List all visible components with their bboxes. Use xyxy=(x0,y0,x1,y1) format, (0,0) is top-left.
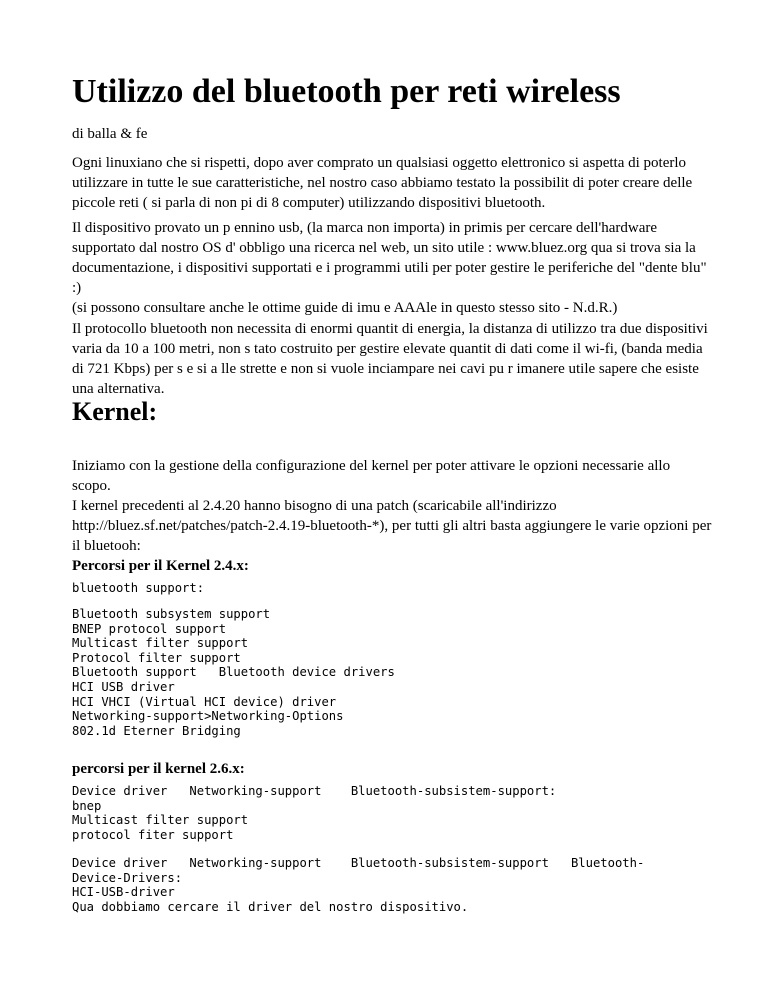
section-kernel-24-heading: Percorsi per il Kernel 2.4.x: xyxy=(72,558,249,574)
section-kernel-26-heading: percorsi per il kernel 2.6.x: xyxy=(72,761,245,777)
document-title: Utilizzo del bluetooth per reti wireless xyxy=(72,73,621,110)
byline: di balla & fe xyxy=(72,126,148,142)
code-kernel-26-bnep: Device driver Networking-support Bluetooth-subsistem-support: bnep Multicast filter support protocol fiter support xyxy=(72,784,557,842)
intro-paragraph-2: Il dispositivo provato un p ennino usb, (la marca non importa) in primis per cercare dell'hardware supportato dal nostro OS d' obbligo una ricerca nel web, un sito utile : www.bluez.org qua si trova sia la documentazione, i dispositivi supportati e i programmi utili per poter gestire le periferiche del "dente blu" :) (si possono consultare anche le ottime guide di imu e AAAle in questo stesso sito - N.d.R.) xyxy=(72,220,707,316)
kernel-paragraph: Iniziamo con la gestione della configurazione del kernel per poter attivare le opzioni necessarie allo scopo. I kernel precedenti al 2.4.20 hanno bisogno di una patch (scaricabile all'indirizzo http://bluez.sf.net/patches/patch-2.4.19-bluetooth-*), per tutti gli altri basta aggiungere le varie opzioni per il bluetooh: xyxy=(72,458,712,554)
intro-paragraph-1: Ogni linuxiano che si rispetti, dopo aver comprato un qualsiasi oggetto elettronico si aspetta di poterlo utilizzare in tutte le sue caratteristiche, nel nostro caso abbiamo testato la possibilit di poter creare delle piccole reti ( si parla di non pi di 8 computer) utilizzando dispositivi bluetooth. xyxy=(72,155,693,211)
code-kernel-24-header: bluetooth support: xyxy=(72,581,205,595)
kernel-heading: Kernel: xyxy=(72,397,158,426)
code-kernel-24-options: Bluetooth subsystem support BNEP protocol support Multicast filter support Protocol filter support Bluetooth support Bluetooth device drivers HCI USB driver HCI VHCI (Virtual HCI device) driver Networking-support>Networking-Options 802.1d Eterner Bridging xyxy=(72,607,395,738)
intro-paragraph-3: Il protocollo bluetooth non necessita di enormi quantit di energia, la distanza di utilizzo tra due dispositivi varia da 10 a 100 metri, non s tato costruito per gestire elevate quantit di dati come il wi-fi, (banda media di 721 Kbps) per s e si a lle strette e non si vuole inciampare nei cavi pu r imanere utile sapere che esiste una alternativa. xyxy=(72,321,708,397)
code-kernel-26-drivers: Device driver Networking-support Bluetooth-subsistem-support Bluetooth- Device-Drivers: HCI-USB-driver Qua dobbiamo cercare il driver del nostro dispositivo. xyxy=(72,856,645,914)
